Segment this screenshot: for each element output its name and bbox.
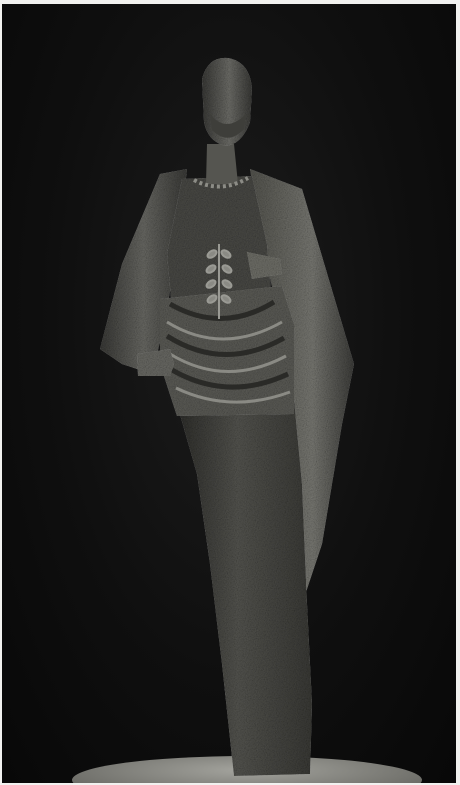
sculpture-photograph xyxy=(2,4,456,783)
neck xyxy=(206,144,238,184)
robe-skirt xyxy=(177,399,312,776)
draped-cloth xyxy=(160,286,294,416)
sculpture-figure xyxy=(2,4,456,783)
